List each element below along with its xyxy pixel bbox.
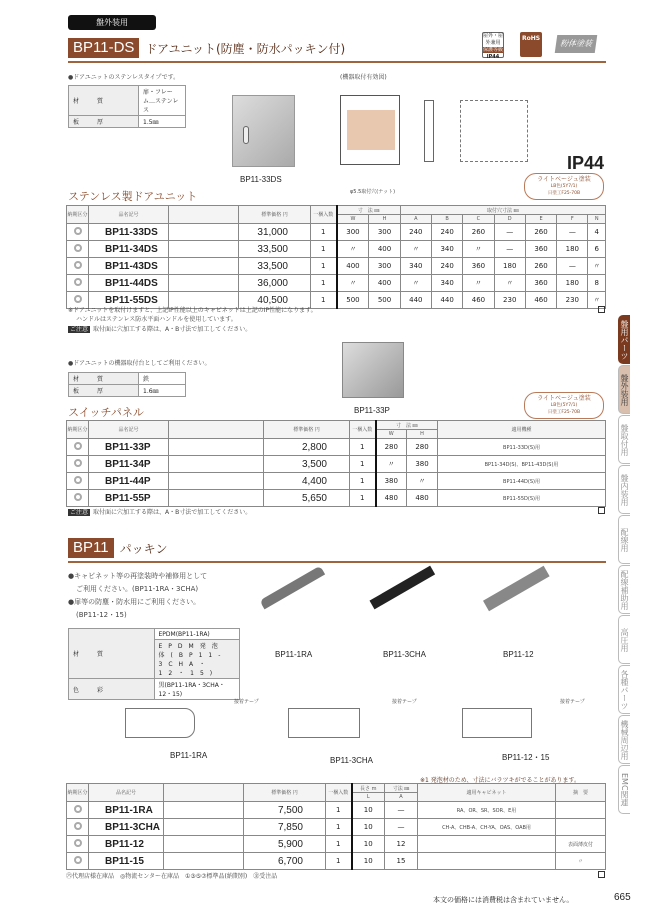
price-cell: 4,400	[264, 473, 350, 490]
product-caption: BP11-33DS	[240, 175, 282, 184]
spec-label: 板 厚	[69, 116, 139, 128]
delivery-cell	[67, 439, 89, 456]
qty-cell: 1	[350, 490, 376, 507]
value-cell: 360	[525, 275, 556, 292]
caution-label: ご注意	[70, 509, 89, 516]
value-cell: 500	[369, 292, 400, 309]
value-cell: 〃	[407, 473, 438, 490]
bullet-text: ●扉等の防塵・防水用にご利用ください。	[68, 598, 201, 606]
packing-table	[66, 783, 606, 870]
th-code: 品名記号	[89, 784, 164, 802]
th-qty: 一梱入数	[311, 206, 337, 224]
section-title-packing	[68, 538, 167, 558]
value-cell: 300	[337, 224, 369, 241]
qty-cell: 1	[326, 802, 352, 819]
value-cell: 〃	[400, 241, 431, 258]
th-blank	[169, 206, 239, 224]
blank-cell	[164, 853, 244, 870]
th-l: L	[352, 793, 385, 802]
th-price: 標準価格 円	[264, 421, 350, 439]
blank-cell	[164, 802, 244, 819]
th-blank	[164, 784, 244, 802]
paint-code: 日塗工F25-70B	[547, 410, 581, 415]
spec-value: EPDM発泡体(BP11-3CHA・12・15)	[154, 640, 240, 679]
value-cell: —	[385, 819, 418, 836]
caution-note	[68, 324, 251, 333]
ip44-label: IP44	[567, 153, 605, 173]
delivery-cell	[67, 241, 89, 258]
bp11-12-photo	[483, 566, 550, 611]
value-cell: 240	[431, 258, 462, 275]
product-code-cell: BP11-3CHA	[89, 819, 164, 836]
value-cell: 400	[369, 241, 400, 258]
spec-value: 黒(BP11-1RA・3CHA・12・15)	[154, 679, 240, 700]
bp11-1ra-photo	[260, 566, 326, 610]
spec-label: 色 彩	[69, 679, 155, 700]
category-tag: 盤外装用	[68, 15, 156, 30]
table-row	[67, 802, 606, 819]
stock-circle-icon	[74, 244, 82, 252]
value-cell: 500	[337, 292, 369, 309]
badge-text: IP44	[486, 54, 500, 60]
value-cell: 280	[376, 439, 407, 456]
figure-note: φ5.5取付穴(ナット)	[350, 189, 396, 195]
figure-caption: (機器取付有効図)	[340, 74, 387, 81]
value-cell: —	[494, 241, 525, 258]
drawing-caption: BP11-1RA	[170, 751, 208, 760]
th-col-d: D	[494, 215, 525, 224]
spec-label: 材 質	[69, 629, 155, 679]
checkbox-icon	[598, 507, 605, 514]
section-title-door-unit	[68, 38, 345, 58]
value-cell: 280	[407, 439, 438, 456]
delivery-cell	[67, 836, 89, 853]
table-row	[67, 819, 606, 836]
spec-value: EPDM(BP11-1RA)	[154, 629, 240, 640]
bullet-text: (BP11-12・15)	[76, 611, 127, 619]
blank-cell	[169, 473, 264, 490]
bullet-text: ご利用ください。(BP11-1RA・3CHA)	[76, 585, 199, 593]
stock-circle-icon	[74, 261, 82, 269]
table-row	[67, 439, 606, 456]
badge-text: 屋外・屋外兼用	[483, 33, 504, 46]
product-caption: BP11-1RA	[275, 650, 313, 659]
th-col-b: B	[431, 215, 462, 224]
caution-label: ご注意	[70, 326, 89, 333]
th-length: 長さ m	[352, 784, 385, 793]
bullet-text: ●キャビネット等の再塗装時や補修用として	[68, 572, 208, 580]
checkbox-icon	[598, 306, 605, 313]
th-dim: 寸 法 ㎜	[376, 421, 438, 430]
th-col-h: H	[369, 215, 400, 224]
value-cell: 10	[352, 819, 385, 836]
table-row	[67, 241, 606, 258]
paint-code: LB色(5Y7/1)	[550, 403, 578, 408]
delivery-legend: ㊅代理店様在庫品 ◎物流センター在庫品 ①③⑤⑦標準品(納期別) ㊎受注品	[66, 873, 278, 880]
th-col-f: F	[557, 215, 588, 224]
value-cell	[556, 802, 606, 819]
value-cell: 460	[463, 292, 494, 309]
mounting-area-drawing	[340, 95, 400, 165]
blank-cell	[169, 275, 239, 292]
caution-note	[68, 507, 251, 516]
value-cell: 〃	[556, 853, 606, 870]
th-dim: 寸 法 ㎜	[337, 206, 401, 215]
qty-cell: 1	[311, 258, 337, 275]
product-code-cell: BP11-44P	[89, 473, 169, 490]
delivery-cell	[67, 275, 89, 292]
product-code-cell: BP11-15	[89, 853, 164, 870]
bullet-text: ●ドアユニットの機器取付台としてご利用ください。	[68, 360, 211, 367]
powder-coat-badge: 粉体塗装	[555, 35, 598, 53]
side-tab[interactable]: EMC関連	[618, 765, 630, 814]
stock-circle-icon	[74, 822, 82, 830]
th-delivery: 納期区分	[67, 206, 89, 224]
value-cell: 180	[557, 275, 588, 292]
value-cell: 340	[400, 258, 431, 275]
th-w: W	[376, 430, 407, 439]
value-cell: BP11-34D(S)、BP11-43D(S)用	[438, 456, 606, 473]
th-applicable: 適用機種	[438, 421, 606, 439]
value-cell: 380	[376, 473, 407, 490]
stock-circle-icon	[74, 278, 82, 286]
paint-code: 日塗工F25-70B	[547, 191, 581, 196]
qty-cell: 1	[311, 241, 337, 258]
blank-cell	[164, 836, 244, 853]
paint-name: ライトベージュ塗装	[537, 176, 591, 183]
switch-panel-photo	[342, 342, 404, 398]
value-cell: BP11-44D(S)用	[438, 473, 606, 490]
value-cell: 〃	[588, 258, 606, 275]
product-code-cell: BP11-55DS	[89, 292, 169, 309]
delivery-cell	[67, 456, 89, 473]
value-cell: 〃	[337, 275, 369, 292]
value-cell	[418, 836, 556, 853]
value-cell: 380	[407, 456, 438, 473]
table-row	[67, 275, 606, 292]
product-code: BP11	[68, 538, 114, 558]
price-cell: 33,500	[239, 241, 311, 258]
value-cell: 240	[400, 224, 431, 241]
value-cell: 〃	[588, 292, 606, 309]
delivery-cell	[67, 819, 89, 836]
th-code: 品名記号	[89, 421, 169, 439]
checkbox-icon	[598, 871, 605, 878]
price-cell: 40,500	[239, 292, 311, 309]
paint-label	[524, 173, 604, 200]
tax-note: 本文の価格には消費税は含まれていません。	[433, 896, 574, 904]
value-cell: 表面薄皮付	[556, 836, 606, 853]
product-code-cell: BP11-43DS	[89, 258, 169, 275]
delivery-cell	[67, 258, 89, 275]
delivery-cell	[67, 224, 89, 241]
price-cell: 6,700	[244, 853, 326, 870]
blank-cell	[169, 241, 239, 258]
caution-text: 取付面に穴加工する際は、A・B寸法で加工してください。	[93, 326, 252, 333]
value-cell: 15	[385, 853, 418, 870]
value-cell: 〃	[463, 275, 494, 292]
value-cell: 180	[494, 258, 525, 275]
product-code-cell: BP11-55P	[89, 490, 169, 507]
value-cell: CH-A、CHB-A、CH-YA、OAS、OAB用	[418, 819, 556, 836]
th-qty: 一梱入数	[326, 784, 352, 802]
title-text: ドアユニット(防塵・防水パッキン付)	[145, 41, 346, 56]
title-text: パッキン	[119, 541, 168, 556]
side-tab[interactable]: 盤取付用	[618, 415, 630, 464]
price-cell: 5,900	[244, 836, 326, 853]
value-cell: —	[494, 224, 525, 241]
th-col-e: E	[525, 215, 556, 224]
product-caption: BP11-12	[503, 650, 534, 659]
price-cell: 7,850	[244, 819, 326, 836]
table-row	[67, 456, 606, 473]
value-cell: 180	[557, 241, 588, 258]
value-cell: 10	[352, 836, 385, 853]
th-col-c: C	[463, 215, 494, 224]
value-cell: —	[385, 802, 418, 819]
value-cell: 460	[525, 292, 556, 309]
price-cell: 2,800	[264, 439, 350, 456]
blank-cell	[169, 456, 264, 473]
value-cell: 〃	[337, 241, 369, 258]
th-h: H	[407, 430, 438, 439]
value-cell: —	[557, 258, 588, 275]
th-mount: 取付穴寸法 ㎜	[400, 206, 605, 215]
value-cell: 260	[525, 258, 556, 275]
side-tabs	[618, 315, 650, 815]
th-col-n: N	[588, 215, 606, 224]
th-delivery: 納期区分	[67, 784, 89, 802]
value-cell: BP11-33D(S)用	[438, 439, 606, 456]
price-cell: 7,500	[244, 802, 326, 819]
price-cell: 36,000	[239, 275, 311, 292]
blank-cell	[164, 819, 244, 836]
ip44-badge	[482, 32, 504, 58]
value-cell: 480	[407, 490, 438, 507]
qty-cell: 1	[350, 456, 376, 473]
side-tab[interactable]: 盤外装用	[618, 365, 630, 414]
th-price: 標準価格 円	[244, 784, 326, 802]
qty-cell: 1	[326, 819, 352, 836]
spec-value: 1.6㎜	[139, 385, 186, 397]
table-row	[67, 224, 606, 241]
stock-circle-icon	[74, 476, 82, 484]
badge-text: 保護等級	[483, 47, 504, 53]
value-cell: 440	[431, 292, 462, 309]
price-cell: 3,500	[264, 456, 350, 473]
spec-value: 鉄	[139, 373, 186, 385]
price-cell: 33,500	[239, 258, 311, 275]
value-cell: 260	[463, 224, 494, 241]
th-cabinet: 適用キャビネット	[418, 784, 556, 802]
door-unit-table	[66, 205, 606, 309]
side-tab[interactable]: 高圧用	[618, 615, 630, 664]
value-cell: 4	[588, 224, 606, 241]
value-cell: 340	[431, 241, 462, 258]
delivery-cell	[67, 473, 89, 490]
blank-cell	[169, 224, 239, 241]
value-cell: 400	[337, 258, 369, 275]
price-cell: 5,650	[264, 490, 350, 507]
qty-cell: 1	[350, 473, 376, 490]
drawing-caption: BP11-12・15	[502, 753, 550, 762]
side-tab[interactable]: 各種パーツ	[618, 665, 630, 714]
door-unit-photo	[232, 95, 295, 167]
value-cell: 6	[588, 241, 606, 258]
table-row	[67, 473, 606, 490]
rohs-badge: RoHS	[520, 32, 542, 57]
bp11-1ra-drawing	[125, 708, 195, 738]
stock-circle-icon	[74, 227, 82, 235]
value-cell: 340	[431, 275, 462, 292]
value-cell: 240	[431, 224, 462, 241]
table-row	[67, 490, 606, 507]
value-cell	[556, 819, 606, 836]
ip-note: ※ドアユニットを取付けますと、上記IP性能以上のキャビネットは上記のIP性能になります。	[68, 307, 317, 314]
bp11-12-drawing	[462, 708, 532, 738]
blank-cell	[169, 490, 264, 507]
spec-label: 材 質	[69, 373, 139, 385]
page-number: 665	[614, 892, 631, 903]
price-cell: 31,000	[239, 224, 311, 241]
value-cell: 8	[588, 275, 606, 292]
spec-label: 材 質	[69, 86, 139, 116]
bp11-3cha-photo	[370, 566, 436, 610]
product-code-cell: BP11-44DS	[89, 275, 169, 292]
tape-label: 接着テープ	[234, 699, 259, 705]
side-tab[interactable]: 機械周辺用	[618, 715, 630, 764]
side-tab[interactable]: 配線補助用	[618, 565, 630, 614]
product-code: BP11-DS	[68, 38, 139, 58]
value-cell: RA、OR、SR、SOR、E用	[418, 802, 556, 819]
value-cell: —	[557, 224, 588, 241]
side-tab[interactable]: 盤内装用	[618, 465, 630, 514]
th-code: 品名記号	[89, 206, 169, 224]
handle-note: ハンドルはステンレス防水平面ハンドルを使用しています。	[76, 316, 237, 323]
product-code-cell: BP11-33DS	[89, 224, 169, 241]
table-row	[67, 258, 606, 275]
section-heading: ステンレス製ドアユニット	[68, 190, 198, 203]
side-tab[interactable]: 配線用	[618, 515, 630, 564]
product-code-cell: BP11-33P	[89, 439, 169, 456]
delivery-cell	[67, 802, 89, 819]
blank-cell	[169, 258, 239, 275]
th-qty: 一梱入数	[350, 421, 376, 439]
bullet-list	[68, 570, 207, 622]
value-cell: BP11-55D(S)用	[438, 490, 606, 507]
th-col-a: A	[400, 215, 431, 224]
table-row	[67, 836, 606, 853]
bp11-3cha-drawing	[288, 708, 360, 738]
stock-circle-icon	[74, 805, 82, 813]
drawing-caption: BP11-3CHA	[330, 756, 373, 765]
qty-cell: 1	[326, 836, 352, 853]
th-blank	[169, 421, 264, 439]
qty-cell: 1	[350, 439, 376, 456]
product-caption: BP11-3CHA	[383, 650, 426, 659]
bullet-text: ●ドアユニットのステンレスタイプです。	[68, 74, 180, 81]
stock-circle-icon	[74, 459, 82, 467]
value-cell: 360	[525, 241, 556, 258]
product-code-cell: BP11-1RA	[89, 802, 164, 819]
section-heading: スイッチパネル	[68, 406, 144, 419]
value-cell: 480	[376, 490, 407, 507]
foam-note: ※1 発泡材のため、寸法にバラツキがでることがあります。	[420, 777, 581, 784]
product-code-cell: BP11-34P	[89, 456, 169, 473]
th-a: A	[385, 793, 418, 802]
blank-cell	[169, 439, 264, 456]
spec-label: 板 厚	[69, 385, 139, 397]
qty-cell: 1	[311, 224, 337, 241]
value-cell: 260	[525, 224, 556, 241]
qty-cell: 1	[326, 853, 352, 870]
value-cell: 230	[494, 292, 525, 309]
delivery-cell	[67, 490, 89, 507]
stock-circle-icon	[74, 493, 82, 501]
th-col-w: W	[337, 215, 369, 224]
value-cell: 10	[352, 802, 385, 819]
spec-table	[68, 85, 186, 128]
switch-panel-table	[66, 420, 606, 507]
paint-label	[524, 392, 604, 419]
spec-table	[68, 628, 240, 700]
product-code-cell: BP11-12	[89, 836, 164, 853]
hole-dimension-drawing	[460, 100, 528, 162]
value-cell: 300	[369, 224, 400, 241]
value-cell	[418, 853, 556, 870]
value-cell: 〃	[400, 275, 431, 292]
qty-cell: 1	[311, 275, 337, 292]
th-price: 標準価格 円	[239, 206, 311, 224]
stock-circle-icon	[74, 442, 82, 450]
tape-label: 接着テープ	[392, 699, 417, 705]
value-cell: 230	[557, 292, 588, 309]
spec-value: 扉・フレーム…ステンレス	[139, 86, 186, 116]
value-cell: 400	[369, 275, 400, 292]
value-cell: 12	[385, 836, 418, 853]
value-cell: 440	[400, 292, 431, 309]
stock-circle-icon	[74, 295, 82, 303]
spec-value: 1.5㎜	[139, 116, 186, 128]
paint-code: LB色(5Y7/1)	[550, 184, 578, 189]
value-cell: 10	[352, 853, 385, 870]
title-rule	[68, 561, 606, 563]
value-cell: 〃	[376, 456, 407, 473]
th-delivery: 納期区分	[67, 421, 89, 439]
spec-table	[68, 372, 186, 397]
side-view-drawing	[424, 100, 434, 162]
table-row	[67, 853, 606, 870]
value-cell: 300	[369, 258, 400, 275]
product-caption: BP11-33P	[354, 406, 390, 415]
tape-label: 接着テープ	[560, 699, 585, 705]
value-cell: 360	[463, 258, 494, 275]
th-remarks: 摘 要	[556, 784, 606, 802]
product-code-cell: BP11-34DS	[89, 241, 169, 258]
delivery-cell	[67, 853, 89, 870]
qty-cell: 1	[311, 292, 337, 309]
value-cell: 〃	[463, 241, 494, 258]
side-tab[interactable]: 盤用パーツ	[618, 315, 630, 364]
value-cell: 〃	[494, 275, 525, 292]
caution-text: 取付面に穴加工する際は、A・B寸法で加工してください。	[93, 509, 252, 516]
stock-circle-icon	[74, 856, 82, 864]
stock-circle-icon	[74, 839, 82, 847]
th-dim: 寸法 ㎜	[385, 784, 418, 793]
paint-name: ライトベージュ塗装	[537, 395, 591, 402]
title-rule	[68, 61, 606, 63]
